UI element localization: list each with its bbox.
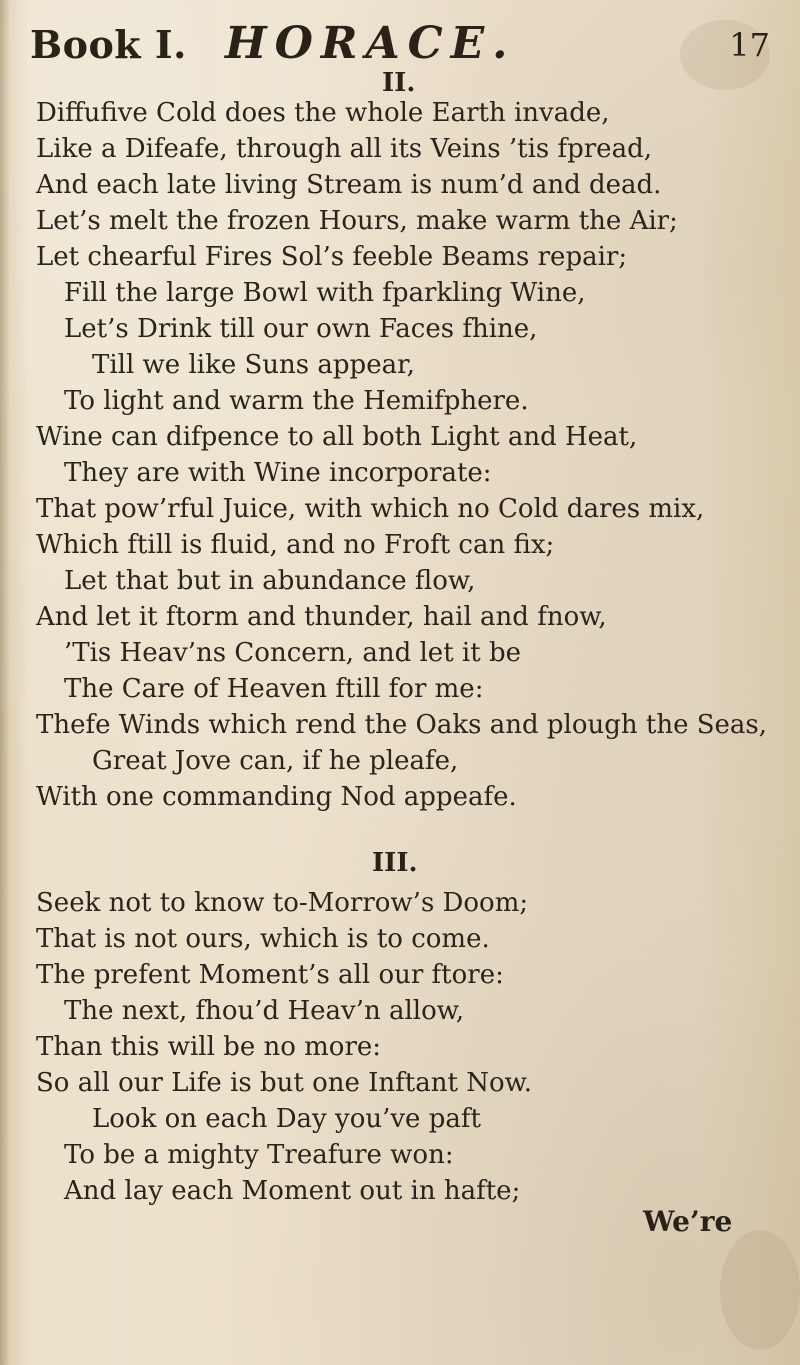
verse-line: Till we like Suns appear, xyxy=(92,350,415,380)
running-title: HORACE. xyxy=(225,18,516,69)
book-label: Book I. xyxy=(30,22,187,67)
verse-line: And lay each Moment out in hafte; xyxy=(64,1176,521,1206)
verse-line: And let it ftorm and thunder, hail and fnow, xyxy=(36,602,607,632)
verse-line: To light and warm the Hemifphere. xyxy=(64,386,529,416)
verse-line: Seek not to know to-Morrow’s Doom; xyxy=(36,888,529,918)
verse-line: So all our Life is but one Inftant Now. xyxy=(36,1068,533,1098)
verse-line: The prefent Moment’s all our ftore: xyxy=(36,960,504,990)
verse-line: ’Tis Heav’ns Concern, and let it be xyxy=(64,638,521,668)
verse-line: Fill the large Bowl with fparkling Wine, xyxy=(64,278,586,308)
verse-line: They are with Wine incorporate: xyxy=(64,458,492,488)
paper-stain xyxy=(720,1230,800,1350)
verse-line: With one commanding Nod appeafe. xyxy=(36,782,517,812)
running-header xyxy=(30,18,790,68)
section-numeral: II. xyxy=(382,68,416,98)
catchword: We’re xyxy=(643,1205,733,1238)
verse-line: Thefe Winds which rend the Oaks and plough the Seas, xyxy=(36,710,768,740)
verse-line: Wine can difpence to all both Light and Heat, xyxy=(36,422,638,452)
verse-line: Look on each Day you’ve paft xyxy=(92,1104,481,1134)
verse-line: Let’s melt the frozen Hours, make warm the Air; xyxy=(36,206,678,236)
verse-line: And each late living Stream is num’d and dead. xyxy=(36,170,662,200)
verse-line: Great Jove can, if he pleafe, xyxy=(92,746,459,776)
verse-line: That pow’rful Juice, with which no Cold dares mix, xyxy=(36,494,705,524)
verse-line: Like a Difeafe, through all its Veins ’tis fpread, xyxy=(36,134,652,164)
verse-line: To be a mighty Treafure won: xyxy=(64,1140,454,1170)
verse-line: That is not ours, which is to come. xyxy=(36,924,490,954)
verse-line: Than this will be no more: xyxy=(36,1032,382,1062)
verse-line: The next, fhou’d Heav’n allow, xyxy=(64,996,465,1026)
section-numeral: III. xyxy=(372,848,418,878)
verse-line: Let’s Drink till our own Faces fhine, xyxy=(64,314,538,344)
verse-line: Diffufive Cold does the whole Earth invade, xyxy=(36,98,610,128)
verse-line: Let chearful Fires Sol’s feeble Beams repair; xyxy=(36,242,628,272)
page-gutter-shadow xyxy=(0,0,10,1365)
verse-line: Let that but in abundance flow, xyxy=(64,566,476,596)
verse-line: The Care of Heaven ftill for me: xyxy=(64,674,484,704)
page-number: 17 xyxy=(729,26,770,64)
verse-line: Which ftill is fluid, and no Froft can fix; xyxy=(36,530,555,560)
